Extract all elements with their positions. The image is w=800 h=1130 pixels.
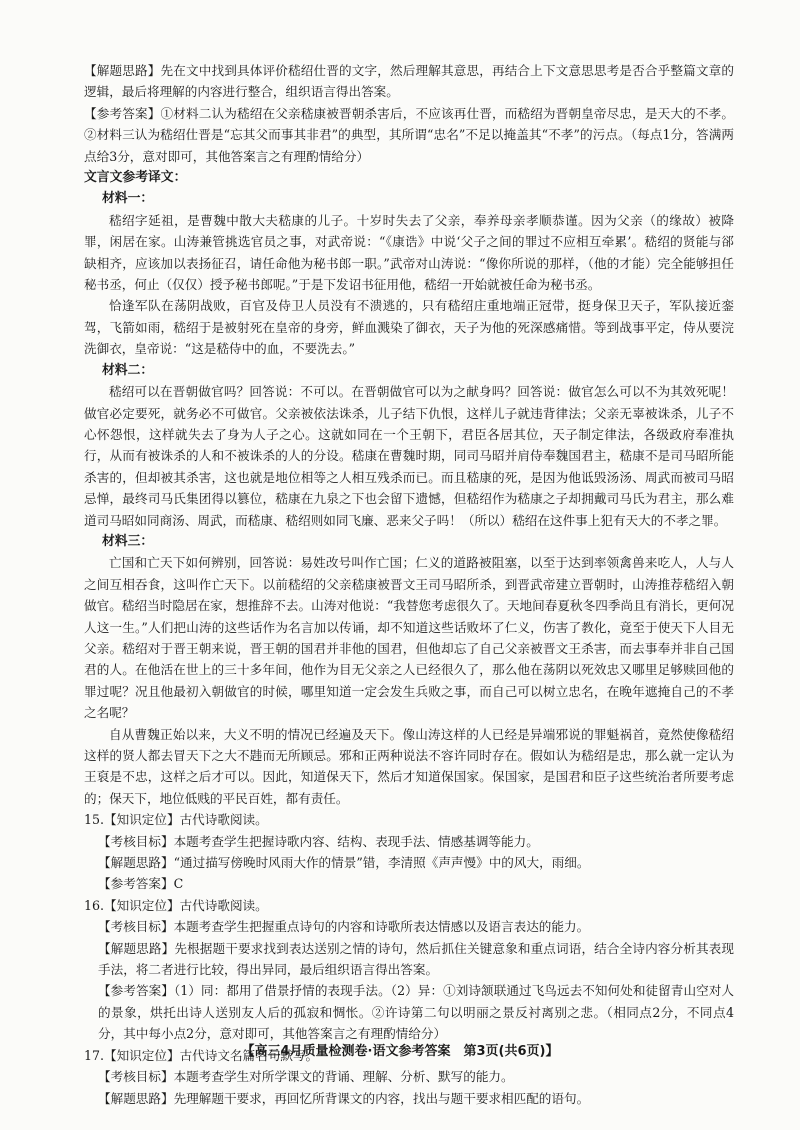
q17-objective: 【考核目标】本题考查学生对所学课文的背诵、理解、分析、默写的能力。 [98, 1069, 514, 1085]
q17-header: 17.【知识定位】古代诗文名篇名句默写。 [84, 1047, 319, 1063]
translation-heading: 文言文参考译文： [84, 170, 187, 186]
q16-objective: 【考核目标】本题考查学生把握重点诗句的内容和诗歌所表达情感以及语言表达的能力。 [98, 919, 590, 935]
material-1-label: 材料一： [102, 191, 154, 207]
q16-header: 16.【知识定位】古代诗歌阅读。 [84, 897, 268, 913]
q14-solution-idea: 【解题思路】先在文中找到具体评价嵇绍仕晋的文字，然后理解其意思，再结合上下文意思思考是否合乎整篇文章的逻辑，最后将理解的内容进行整合，组织语言得出答案。 [84, 63, 734, 100]
q16-reference-answer: 【参考答案】（1）同：都用了借景抒情的表现手法。（2）异：①刘诗颔联通过飞鸟远去不知何处和徒留青山空对人的景象，烘托出诗人送别友人后的孤寂和惆怅。②许诗第二句以明丽之景反衬离别之悲。（相同点2分，不同点4分，其中每小点2分，意对即可，其他答案言之有理酌情给分） [98, 983, 734, 1042]
material-2-paragraph: 嵇绍可以在晋朝做官吗？回答说：不可以。在晋朝做官可以为之献身吗？回答说：做官怎么可以不为其效死呢！做官必定要死，就务必不可做官。父亲被依法诛杀，儿子结下仇恨，这样儿子就违背律法；父亲无辜被诛杀，儿子不心怀怨恨，这样就失去了身为人子之心。这就如同在一个王朝下，君臣各居其位，天子制定律法，各级政府奉准执行，从而有被诛杀的人和不被诛杀的人的分设。嵇康在曹魏时期，同司马昭并肩侍奉魏国君主，嵇康不是司马昭所能杀害的，但却被其杀害，这也就是地位相等之人相互残杀而已。而且嵇康的死，是因为他诋毁汤汤、周武而被司马昭忌惮，最终司马氏集团得以篡位，嵇康在九泉之下也会留下遗憾，但嵇绍作为嵇康之子却拥戴司马氏为君主，那么难道司马昭如同商汤、周武，而嵇康、嵇绍则如同飞廉、恶来父子吗！（所以）嵇绍在这件事上犯有天大的不孝之罪。 [84, 384, 734, 528]
material-3-paragraph-1: 亡国和亡天下如何辨别，回答说：易姓改号叫作亡国；仁义的道路被阻塞，以至于达到率领禽兽来吃人，人与人之间互相吞食，这叫作亡天下。以前嵇绍的父亲嵇康被晋文王司马昭所杀，到晋武帝建立晋朝时，山涛推荐嵇绍入朝做官。嵇绍当时隐居在家，想推辞不去。山涛对他说：“我替您考虑很久了。天地间春夏秋冬四季尚且有消长，更何况人这一生。”人们把山涛的这些话作为名言加以传诵，却不知道这些话败坏了仁义，伤害了教化，竟至于使天下人目无父亲。嵇绍对于晋王朝来说，晋王朝的国君并非他的国君，但他却忘了自己父亲被晋文王杀害，而去事奉并非自己国君的人。在他活在世上的三十多年间，他作为目无父亲之人已经很久了，那么他在荡阴以死效忠又哪里足够赎回他的罪过呢？况且他最初入朝做官的时候，哪里知道一定会发生兵败之事，而自己可以树立忠名，在晚年遮掩自己的不孝之名呢？ [84, 555, 734, 721]
q15-header: 15.【知识定位】古代诗歌阅读。 [84, 812, 268, 828]
q17-solution-idea: 【解题思路】先理解题干要求，再回忆所背课文的内容，找出与题干要求相匹配的语句。 [98, 1090, 590, 1106]
q15-reference-answer: 【参考答案】C [98, 876, 184, 892]
q15-solution-idea: 【解题思路】“通过描写傍晚时风雨大作的情景”错，李清照《声声慢》中的风大，雨细。 [98, 855, 590, 871]
q16-solution-idea: 【解题思路】先根据题干要求找到表达送别之情的诗句，然后抓住关键意象和重点词语，结合全诗内容分析其表现手法，将二者进行比较，得出异同，最后组织语言得出答案。 [98, 940, 734, 978]
page-footer: 【高三4月质量检测卷·语文参考答案 第3页(共6页)】 [241, 1044, 559, 1059]
q14-reference-answer: 【参考答案】①材料二认为嵇绍在父亲嵇康被晋朝杀害后，不应该再仕晋，而嵇绍为晋朝皇帝尽忠，是天大的不孝。②材料三认为嵇绍仕晋是“忘其父而事其非君”的典型，其所谓“忠名”不足以掩盖其“不孝”的污点。（每点1分，答满两点给3分，意对即可，其他答案言之有理酌情给分） [84, 105, 734, 164]
material-3-paragraph-2: 自从曹魏正始以来，大义不明的情况已经遍及天下。像山涛这样的人已经是异端邪说的罪魁祸首，竟然使像嵇绍这样的贤人都去冒天下之大不韪而无所顾忌。邪和正两种说法不容许同时存在。假如认为嵇绍是忠，那么就一定认为王裒是不忠，这样之后才可以。因此，知道保天下，然后才知道保国家。保国家，是国君和臣子这些统治者所要考虑的；保天下，地位低贱的平民百姓，都有责任。 [84, 726, 734, 806]
page-body [84, 60, 734, 1109]
material-3-label: 材料三： [102, 533, 154, 549]
material-2-label: 材料二： [102, 362, 154, 378]
q15-objective: 【考核目标】本题考查学生把握诗歌内容、结构、表现手法、情感基调等能力。 [98, 833, 539, 849]
material-1-paragraph-1: 嵇绍字延祖，是曹魏中散大夫嵇康的儿子。十岁时失去了父亲，奉养母亲孝顺恭谨。因为父亲（的缘故）被降罪，闲居在家。山涛兼管挑选官员之事，对武帝说：“《康诰》中说‘父子之间的罪过不应相互牵累’。嵇绍的贤能与郤缺相齐，应该加以表扬征召，请任命他为秘书郎一职。”武帝对山涛说：“像你所说的那样，（他的才能）完全能够担任秘书丞，何止（仅仅）授予秘书郎呢。”于是下发诏书征用他，嵇绍一开始就被任命为秘书丞。 [84, 212, 734, 293]
material-1-paragraph-2: 恰逢军队在荡阴战败，百官及侍卫人员没有不溃逃的，只有嵇绍庄重地端正冠带，挺身保卫天子，军队接近銮驾，飞箭如雨，嵇绍于是被射死在皇帝的身旁，鲜血溅染了御衣，天子为他的死深感痛惜。等到战事平定，侍从要浣洗御衣，皇帝说：“这是嵇侍中的血，不要洗去。” [84, 298, 734, 357]
